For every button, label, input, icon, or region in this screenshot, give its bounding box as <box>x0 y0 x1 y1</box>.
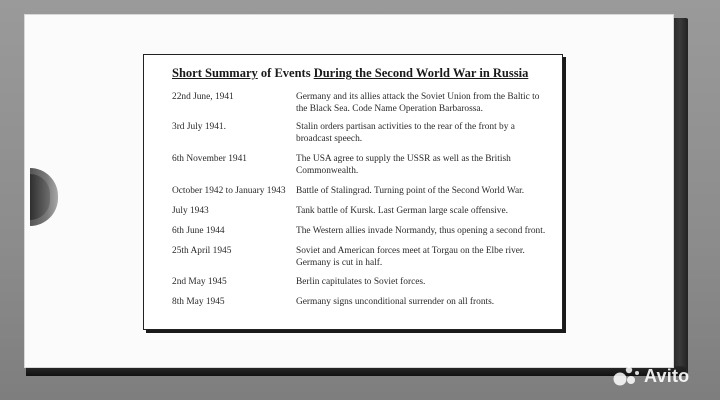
event-text: Battle of Stalingrad. Turning point of the Second World War. <box>296 186 525 196</box>
avito-watermark <box>612 364 689 388</box>
watermark-text: Avito <box>644 365 690 386</box>
title-part-4: the Second World War in Russia <box>351 66 529 80</box>
event-text: Germany and its allies attack the Soviet Union from the Baltic to the Black Sea. Code Name Operation Barbarossa. <box>296 92 540 114</box>
event-text: Soviet and American forces meet at Torgau on the Elbe river. Germany is cut in half. <box>296 246 525 268</box>
event-date: 3rd July 1941. <box>172 122 226 132</box>
event-date: 6th November 1941 <box>172 154 247 164</box>
title-part-1: Short Summary <box>172 66 258 80</box>
event-text: Germany signs unconditional surrender on all fronts. <box>296 297 495 307</box>
event-text: Stalin orders partisan activities to the rear of the front by a broadcast speech. <box>296 122 515 144</box>
event-text: The USA agree to supply the USSR as well as the British Commonwealth. <box>296 154 511 176</box>
event-date: October 1942 to January 1943 <box>172 186 286 196</box>
event-text: The Western allies invade Normandy, thus opening a second front. <box>296 226 546 236</box>
summary-title <box>172 66 528 81</box>
title-part-2: of Events <box>257 66 314 80</box>
event-date: 22nd June, 1941 <box>172 92 234 102</box>
event-date: 2nd May 1945 <box>172 277 227 287</box>
avito-logo-icon <box>612 365 640 387</box>
event-text: Berlin capitulates to Soviet forces. <box>296 277 426 287</box>
event-date: 6th June 1944 <box>172 226 225 236</box>
summary-panel <box>143 54 563 330</box>
event-date: July 1943 <box>172 206 209 216</box>
event-date: 25th April 1945 <box>172 246 232 256</box>
title-part-3: During <box>313 66 352 80</box>
event-text: Tank battle of Kursk. Last German large scale offensive. <box>296 206 508 216</box>
event-date: 8th May 1945 <box>172 297 225 307</box>
